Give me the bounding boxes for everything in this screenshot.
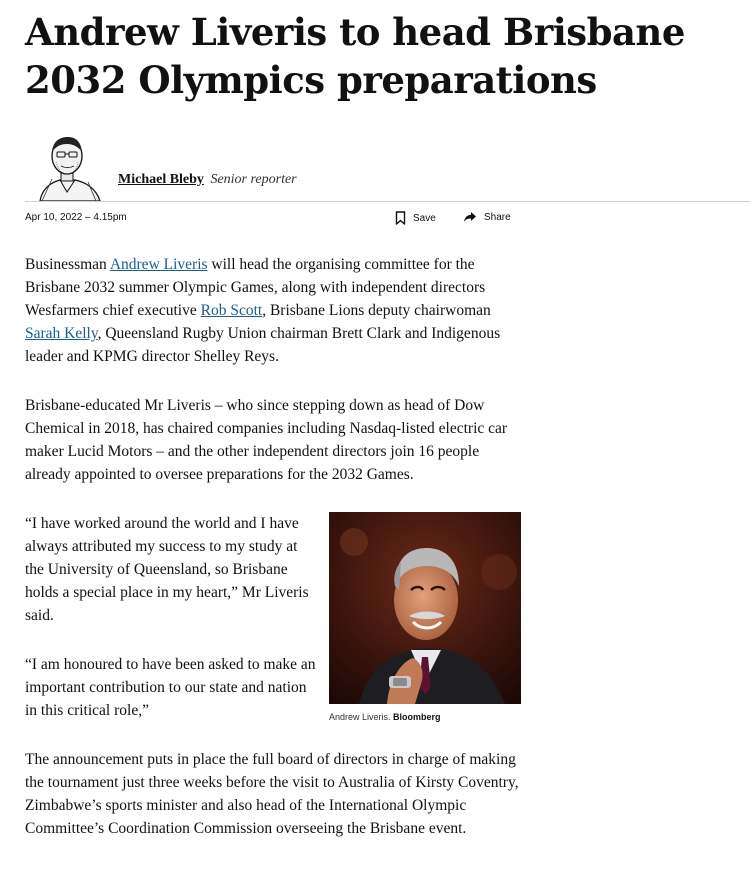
share-label: Share: [484, 211, 511, 223]
article-meta: [25, 212, 515, 226]
paragraph-text: will head the organising committee for the Brisbane 2032 summer Olympic Games, along with independent directors Wesfarmers chief executive: [25, 256, 486, 319]
author-avatar[interactable]: [30, 132, 105, 201]
caption-credit: Bloomberg: [393, 712, 441, 722]
paragraph-text: Businessman: [25, 256, 110, 273]
quote-paragraph: “I have worked around the world and I have always attributed my success to my study at the University of Queensland, so Brisbane holds a special place in my heart,” Mr Liveris said.: [25, 515, 309, 624]
save-button[interactable]: [395, 211, 436, 225]
andrew-liveris-photo[interactable]: [329, 512, 521, 704]
bookmark-icon: [395, 211, 406, 225]
byline: [25, 132, 750, 202]
share-arrow-icon: [463, 211, 477, 223]
link-andrew-liveris[interactable]: Andrew Liveris: [109, 256, 208, 273]
article-paragraph: Brisbane-educated Mr Liveris – who since stepping down as head of Dow Chemical in 2018, has chaired companies including Nasdaq-listed electric car maker Lucid Motors – and the other independent directors join 16 people already appointed to oversee preparations for the 2032 Games.: [25, 397, 508, 483]
save-label: Save: [413, 212, 436, 224]
author-role: Senior reporter: [210, 172, 297, 187]
caption-text: Andrew Liveris.: [329, 712, 391, 722]
author-info: [118, 172, 297, 188]
link-rob-scott[interactable]: Rob Scott: [200, 302, 263, 319]
share-button[interactable]: [463, 211, 511, 223]
paragraph-text: , Brisbane Lions deputy chairwoman: [262, 302, 491, 319]
article-paragraph: The announcement puts in place the full board of directors in charge of making the tournament just three weeks before the visit to Australia of Kirsty Coventry, Zimbabwe’s sports minister and also head of the International Olympic Committee’s Coordination Commission overseeing the Brisbane event.: [25, 751, 519, 837]
article-headline: Andrew Liveris to head Brisbane 2032 Olympics preparations: [25, 10, 685, 102]
link-sarah-kelly[interactable]: Sarah Kelly: [25, 325, 98, 342]
byline-divider: [25, 201, 750, 202]
figure-caption: [329, 712, 521, 722]
quote-paragraph: “I am honoured to have been asked to make an important contribution to our state and nation in this critical role,”: [25, 656, 316, 719]
publish-date: Apr 10, 2022 – 4.15pm: [25, 212, 127, 223]
article-figure: [329, 512, 521, 722]
author-name-link[interactable]: Michael Bleby: [118, 172, 204, 187]
article-paragraph: [25, 253, 525, 368]
paragraph-text: , Queensland Rugby Union chairman Brett Clark and Indigenous leader and KPMG director Shelley Reys.: [25, 325, 501, 365]
